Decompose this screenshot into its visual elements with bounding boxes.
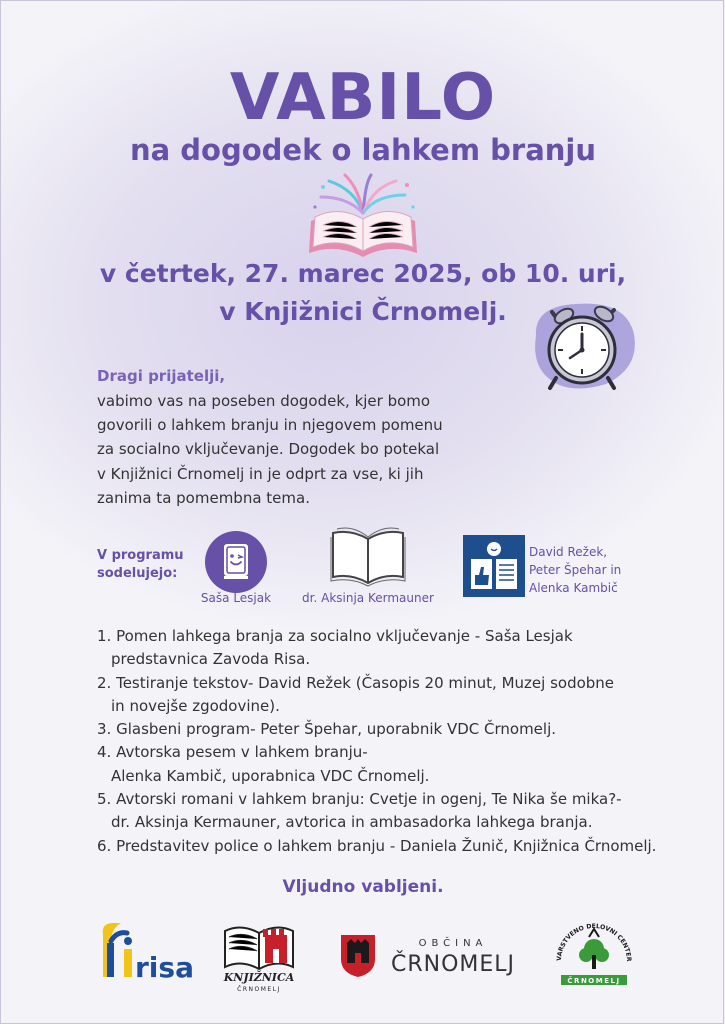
agenda-list: [97, 625, 697, 858]
intro-text: [97, 389, 477, 510]
intro-line: za socialno vključevanje. Dogodek bo potekal: [97, 440, 440, 459]
participant-name: dr. Aksinja Kermauner: [302, 591, 434, 605]
participant-names: [529, 543, 621, 597]
page-subtitle: na dogodek o lahkem branju: [129, 133, 596, 167]
risa-logo-icon: [97, 917, 194, 987]
knjiznica-logo-icon: [219, 919, 299, 993]
intro-line: govorili o lahkem branju in njegovem pomenu: [97, 416, 443, 435]
obcina-logo-top: OBČINA: [418, 938, 488, 949]
intro-line: vabimo vas na poseben dogodek, kjer bomo: [97, 392, 431, 410]
participants-label: [97, 547, 184, 583]
participant-name: Saša Lesjak: [200, 591, 272, 605]
agenda-item: 5. Avtorski romani v lahkem branju: Cvetje in ogenj, Te Nika še mika?-: [97, 790, 622, 809]
event-date: v četrtek, 27. marec 2025, ob 10. uri,: [99, 259, 627, 288]
agenda-item: 1. Pomen lahkega branja za socialno vključevanje - Saša Lesjak: [97, 627, 573, 645]
participant-name: Alenka Kambič: [529, 581, 618, 595]
knjiznica-logo-name: KNJIŽNICA: [223, 971, 295, 984]
intro-line: v Knjižnici Črnomelj in je odprt za vse, ki jih: [97, 464, 424, 483]
agenda-item: 6. Predstavitev police o lahkem branju - Daniela Žunič, Knjižnica Črnomelj.: [97, 836, 657, 855]
participant-name: David Režek,: [529, 545, 608, 559]
alarm-clock-icon: [526, 296, 641, 396]
smiling-book-icon: [205, 531, 267, 593]
participants-label-line: V programu: [97, 548, 184, 563]
agenda-item-cont: Alenka Kambič, uporabnica VDC Črnomelj.: [111, 766, 430, 785]
agenda-item: 3. Glasbeni program- Peter Špehar, uporabnik VDC Črnomelj.: [97, 720, 557, 739]
participants-label-line: sodelujejo:: [97, 566, 178, 581]
agenda-item: 4. Avtorska pesem v lahkem branju-: [97, 743, 368, 762]
agenda-item-cont: in novejše zgodovine).: [111, 696, 280, 715]
agenda-item-cont: predstavnica Zavoda Risa.: [111, 650, 311, 669]
vdc-logo-ring-text: VARSTVENO DELOVNI CENTER: [555, 922, 633, 962]
risa-logo-text: risa: [135, 951, 194, 984]
intro-line: zanima ta pomembna tema.: [97, 488, 310, 507]
open-book-illustration-icon: [301, 173, 426, 263]
easy-read-logo-icon: [463, 535, 525, 597]
closing-text: Vljudno vabljeni.: [282, 877, 444, 897]
agenda-item: 2. Testiranje tekstov- David Režek (Časopis 20 minut, Muzej sodobne: [97, 673, 615, 692]
vdc-crnomelj-logo-icon: [551, 915, 637, 987]
greeting: Dragi prijatelji,: [97, 367, 226, 385]
participant-name: Peter Špehar in: [529, 563, 622, 577]
vdc-logo-town: ČRNOMELJ: [567, 977, 621, 985]
agenda-item-cont: dr. Aksinja Kermauner, avtorica in ambasadorka lahkega branja.: [111, 813, 593, 832]
obcina-logo-name: ČRNOMELJ: [390, 952, 516, 977]
open-book-icon: [327, 525, 409, 587]
page-title: VABILO: [229, 61, 497, 135]
obcina-crnomelj-logo-icon: [339, 933, 523, 977]
knjiznica-logo-town: ČRNOMELJ: [237, 986, 281, 993]
event-place: v Knjižnici Črnomelj.: [219, 297, 507, 326]
